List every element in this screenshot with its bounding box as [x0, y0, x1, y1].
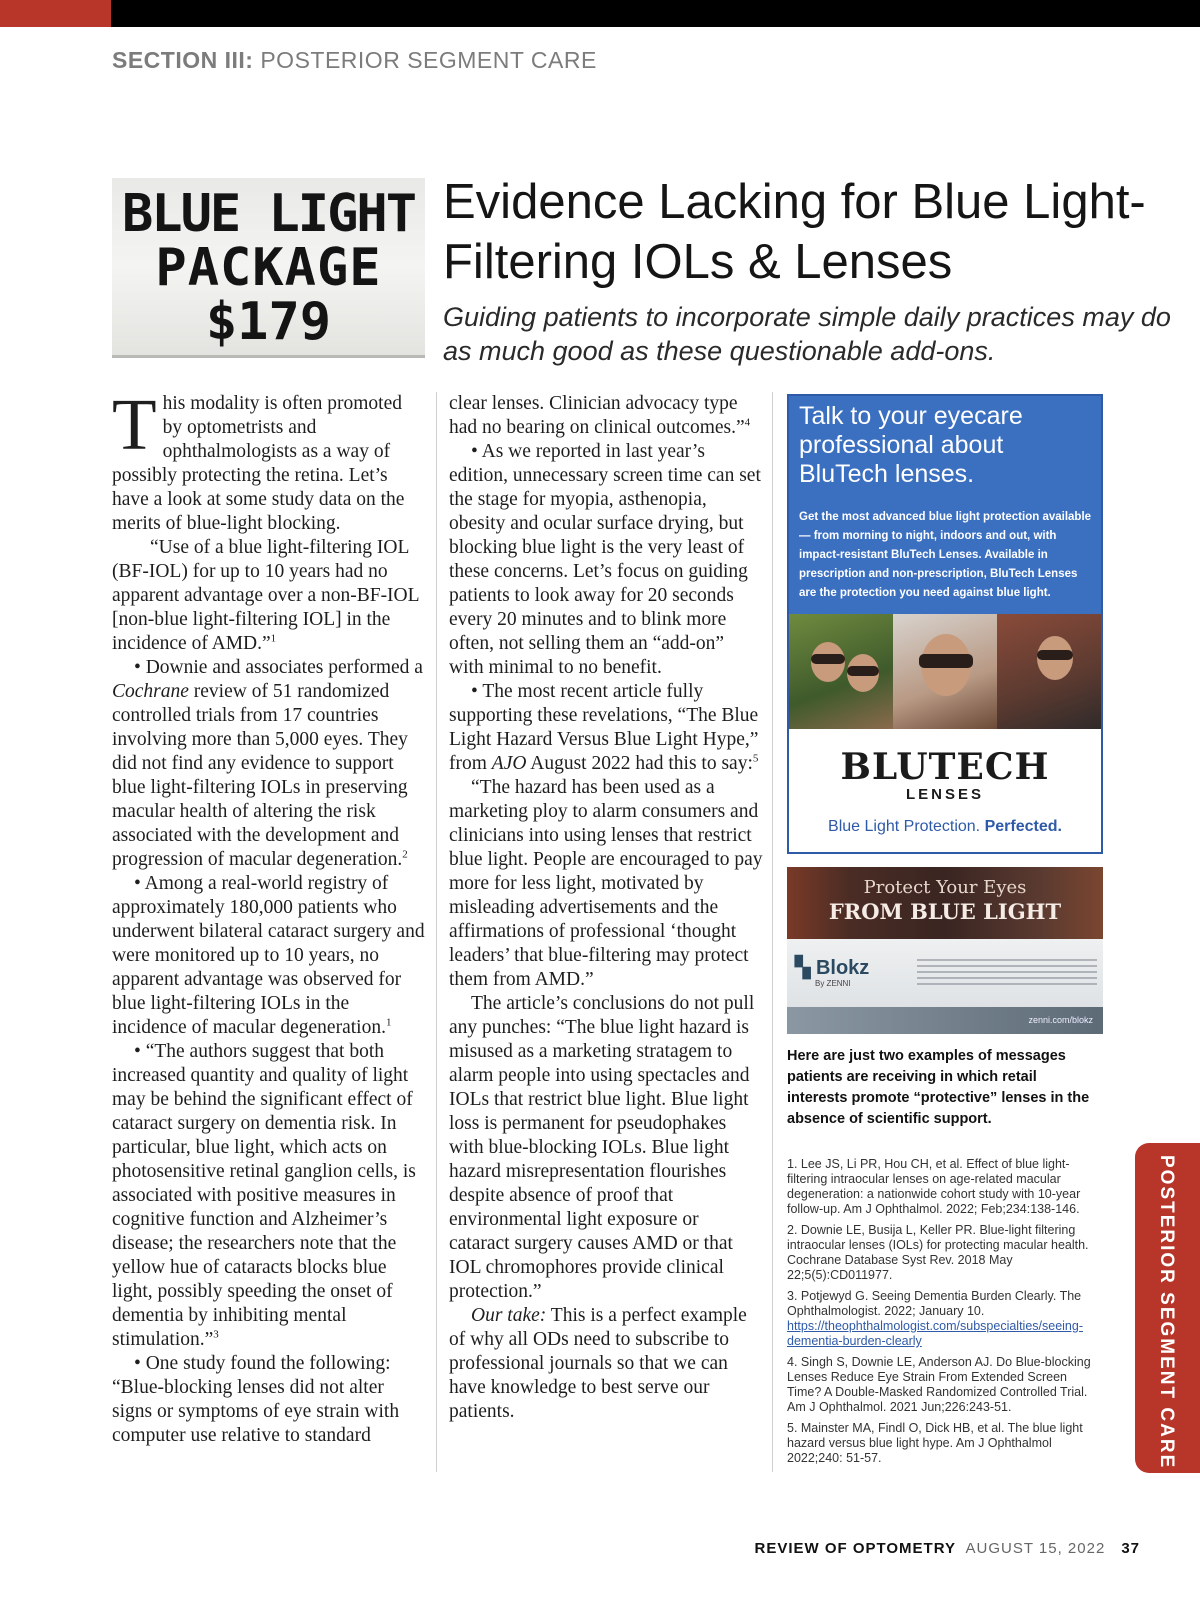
blutech-logo: BLUTECH: [840, 746, 1050, 788]
paragraph-7: [449, 392, 763, 440]
our-take-label: Our take:: [471, 1305, 547, 1326]
reference-item: 5. Mainster MA, Findl O, Dick HB, et al. The blue light hazard versus blue light hype. Am J Ophthalmol 2022;240: 51-57.: [787, 1421, 1083, 1465]
citation-mark: 1: [270, 632, 277, 645]
citation-mark: 2: [402, 848, 408, 861]
blokz-sub: By ZENNI: [815, 979, 851, 988]
section-name: POSTERIOR SEGMENT CARE: [253, 47, 597, 73]
paragraph-1: [112, 384, 425, 536]
side-tab-label: POSTERIOR SEGMENT CARE: [1156, 1155, 1177, 1470]
column-divider: [772, 392, 773, 1472]
body-column-2: [449, 392, 763, 1424]
paragraph-4: [112, 872, 425, 1040]
citation-mark: 1: [385, 1016, 392, 1029]
reference-item: 4. Singh S, Downie LE, Anderson AJ. Do Blue-blocking Lenses Reduce Eye Strain From Extended Screen Time? A Double-Masked Randomized Controlled Trial. Am J Ophthalmol. 2021 Jun;226:243-51.: [787, 1355, 1091, 1414]
ad-body-text: Get the most advanced blue light protection available — from morning to night, indoors and out, with impact-resistant BluTech Lenses. Available in prescription and non-prescription, BluTech Lenses are the protection you need against blue light.: [799, 511, 1092, 599]
ad-photo-laptop: [997, 614, 1101, 729]
column-divider: [436, 392, 437, 1472]
references: [787, 1157, 1097, 1472]
reference-item: 2. Downie LE, Busija L, Keller PR. Blue-light filtering intraocular lenses (IOLs) for protecting macular health. Cochrane Database Syst Rev. 2018 May 22;5(5):CD011977.: [787, 1223, 1089, 1282]
glasses-shape: [1037, 650, 1073, 660]
reference-item: [787, 1289, 1097, 1349]
issue-date: AUGUST 15, 2022: [965, 1540, 1106, 1557]
article-title: Evidence Lacking for Blue Light-Filtering IOLs & Lenses: [443, 175, 1146, 289]
sunglasses-shape: [919, 654, 973, 668]
ad-photo-woman: [893, 614, 997, 729]
citation-mark: 4: [744, 416, 751, 429]
ad2-fine-print: [917, 959, 1097, 989]
reference-text: 3. Potjewyd G. Seeing Dementia Burden Clearly. The Ophthalmologist. 2022; January 10.: [787, 1289, 1082, 1318]
blokz-mark-icon: ▚: [795, 957, 816, 979]
paragraph-7-text: clear lenses. Clinician advocacy type had no bearing on clinical outcomes.”: [449, 393, 745, 438]
paragraph-10: “The hazard has been used as a marketing ploy to alarm consumers and clinicians into using lenses that restrict blue light. People are encouraged to pay more for less light, motivated by misleading advertisements and the affirmations of professional ‘thought leaders’ that blue-filtering may protect them from AMD.”: [449, 777, 763, 990]
blokz-brand: Blokz: [815, 957, 870, 979]
paragraph-9-emphasis: AJO: [491, 753, 527, 774]
ad-caption: Here are just two examples of messages patients are receiving in which retail interests promote “protective” lenses in the absence of scientific support.: [787, 1048, 1090, 1127]
tagline-part-b: Perfected.: [984, 818, 1062, 835]
sign-line-1: BLUE LIGHT: [121, 184, 416, 244]
sunglasses-shape: [811, 654, 845, 664]
reference-link[interactable]: https://theophthalmologist.com/subspecialties/seeing-dementia-burden-clearly: [787, 1319, 1083, 1348]
reference-item: 1. Lee JS, Li PR, Hou CH, et al. Effect of blue light-filtering intraocular lenses on age-related macular degeneration: a nationwide cohort study with 10-year follow-up. Am J Ophthalmol. 2022; Feb;234:138-146.: [787, 1157, 1081, 1216]
paragraph-3: [112, 656, 425, 872]
paragraph-2: [112, 536, 425, 656]
paragraph-9-text-b: August 2022 had this to say:: [526, 753, 753, 774]
section-number: SECTION III:: [112, 47, 254, 73]
paragraph-4-text: • Among a real-world registry of approximately 180,000 patients who underwent bilateral cataract surgery and were monitored up to 10 years, no apparent advantage was observed for blue light-filtering IOLs in the incidence of macular degeneration.: [112, 873, 425, 1038]
ad-photo-strip: [789, 614, 1101, 729]
blokz-logo: [795, 955, 869, 980]
ad-tagline: [789, 818, 1101, 836]
citation-mark: 5: [752, 752, 759, 765]
top-bar: [0, 0, 1200, 27]
paragraph-3-text-a: • Downie and associates performed a: [134, 657, 423, 678]
sign-line-3: $179: [205, 292, 332, 352]
publication-name: REVIEW OF OPTOMETRY: [754, 1540, 956, 1557]
paragraph-8: • As we reported in last year’s edition, unnecessary screen time can set the stage for myopia, asthenopia, obesity and ocular surface drying, but blocking blue light is the very least of these concerns. Let’s focus on guiding patients to look away for 20 seconds every 20 minutes and to blink more often, not selling them an “add-on” with minimal to no benefit.: [449, 441, 761, 678]
paragraph-9-text-a: • The most recent article fully supporting these revelations, “The Blue Light Hazard Versus Blue Light Hype,” from: [449, 681, 759, 774]
tagline-part-a: Blue Light Protection.: [828, 818, 985, 835]
section-header: [112, 47, 597, 74]
paragraph-3-text-b: review of 51 randomized controlled trials from 17 countries involving more than 5,000 eyes. They did not find any evidence to support blue light-filtering IOLs in preserving macular health of altering the risk associated with the development and progression of macular degeneration.: [112, 681, 408, 870]
paragraph-5: [112, 1040, 425, 1352]
paragraph-12: [449, 1304, 763, 1424]
paragraph-12-text: This is a perfect example of why all ODs need to subscribe to professional journals so that we can have knowledge to best serve our patients.: [449, 1305, 747, 1422]
blutech-advertisement: [787, 394, 1103, 854]
blokz-advertisement: [787, 867, 1103, 1034]
ad2-line-2: FROM BLUE LIGHT: [828, 899, 1062, 924]
sign-line-2: PACKAGE: [155, 238, 382, 298]
ad2-line-1: Protect Your Eyes: [863, 877, 1027, 898]
body-column-1: [112, 384, 425, 1448]
paragraph-9: [449, 680, 763, 776]
top-bar-accent: [0, 0, 111, 27]
page-footer: [754, 1540, 1140, 1557]
paragraph-1-text: his modality is often promoted by optometrists and ophthalmologists as a way of possibly protecting the retina. Let’s have a look at some study data on the merits of blue-light blocking.: [112, 393, 405, 534]
drop-cap: T: [112, 384, 157, 465]
blue-light-package-photo: [112, 178, 425, 358]
page-number: 37: [1121, 1540, 1140, 1557]
paragraph-3-emphasis: Cochrane: [112, 681, 189, 702]
ad-headline: Talk to your eyecare professional about BluTech lenses.: [799, 402, 1023, 488]
citation-mark: 3: [213, 1328, 219, 1341]
paragraph-6: • One study found the following: “Blue-blocking lenses did not alter signs or symptoms of eye strain with computer use relative to standard: [112, 1353, 400, 1446]
blutech-logo-sub: LENSES: [905, 786, 984, 803]
ad2-url: zenni.com/blokz: [1028, 1015, 1093, 1025]
sunglasses-shape: [847, 666, 879, 676]
paragraph-2-text: “Use of a blue light-filtering IOL (BF-IOL) for up to 10 years had no apparent advantage over a non-BF-IOL [non-blue light-filtering IOL] in the incidence of AMD.”: [112, 537, 419, 654]
section-side-tab: [1135, 1143, 1200, 1473]
paragraph-5-text: • “The authors suggest that both increased quantity and quality of light may be behind the significant effect of cataract surgery on dementia risk. In particular, blue light, which acts on photosensitive retinal ganglion cells, is associated with positive measures in cognitive function and Alzheimer’s disease; the researchers note that the yellow hue of cataracts blocks blue light, possibly speeding the onset of dementia by inhibiting mental stimulation.”: [112, 1041, 416, 1350]
paragraph-11: The article’s conclusions do not pull any punches: “The blue light hazard is misused as a marketing stratagem to alarm people into using spectacles and IOLs that restrict blue light. Blue light loss is permanent for pseudophakes with blue-blocking IOLs. Blue light hazard misrepresentation flourishes despite absence of proof that environmental light exposure or cataract surgery causes AMD or that IOL chromophores provide clinical protection.”: [449, 993, 755, 1302]
ad-photo-couple: [789, 614, 893, 729]
article-subtitle: Guiding patients to incorporate simple daily practices may do as much good as these questionable add-ons.: [443, 302, 1171, 366]
